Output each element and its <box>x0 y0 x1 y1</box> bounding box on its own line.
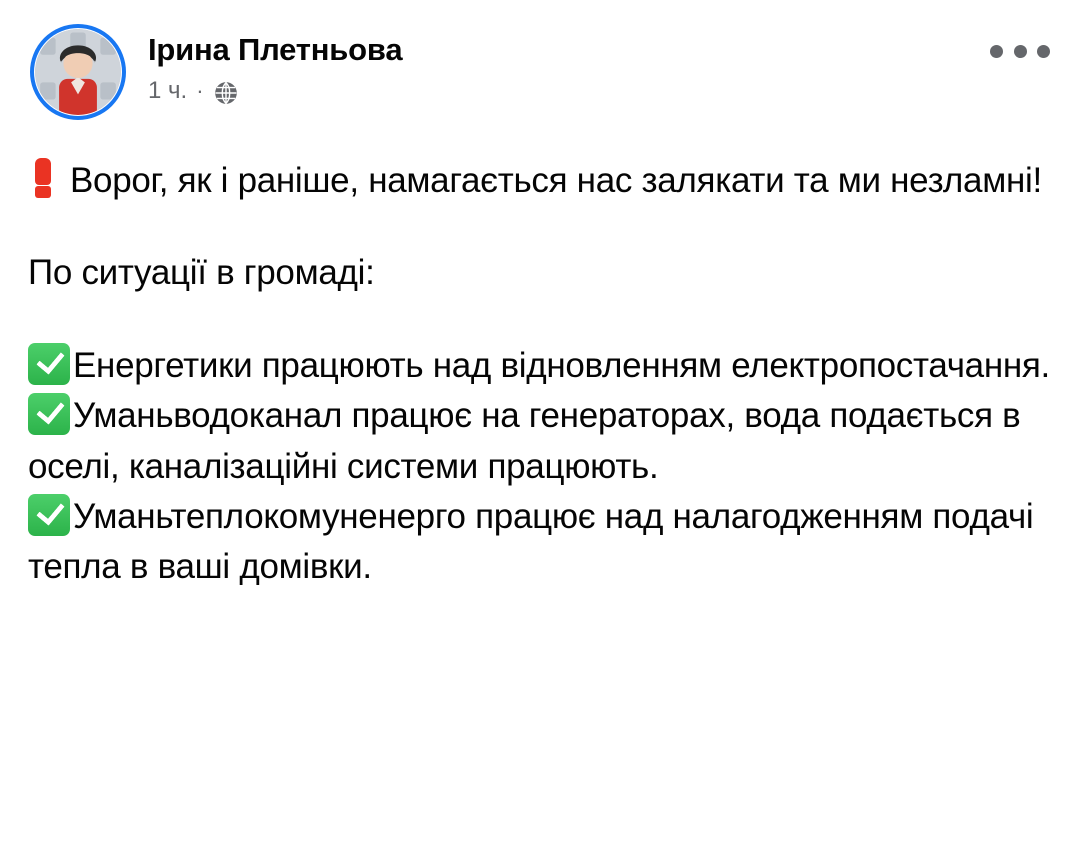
post-paragraph <box>28 391 1052 492</box>
post-paragraph-text: Уманьводоканал працює на генераторах, вода подається в оселі, каналізаційні системи працюють. <box>28 396 1021 486</box>
post-paragraph-text: Енергетики працюють над відновленням електропостачання. <box>73 345 1050 385</box>
more-options-icon[interactable] <box>990 34 1050 68</box>
check-mark-button-emoji <box>28 494 70 536</box>
post-paragraph <box>28 156 1052 206</box>
post-paragraph <box>28 492 1052 593</box>
post-meta <box>148 77 402 105</box>
post-paragraph-text: Ворог, як і раніше, намагається нас залякати та ми незламні! <box>70 161 1042 200</box>
more-dot <box>1014 45 1027 58</box>
post-paragraph <box>28 248 1052 298</box>
more-dot <box>990 45 1003 58</box>
check-mark-button-emoji <box>28 393 70 435</box>
profile-photo[interactable] <box>35 29 121 115</box>
post-paragraph <box>28 341 1052 391</box>
check-mark-button-emoji <box>28 343 70 385</box>
post-timestamp[interactable]: 1 ч. <box>148 76 188 104</box>
post-header <box>0 0 1080 120</box>
exclamation-mark-emoji <box>28 158 58 198</box>
post-paragraph-text: Уманьтеплокомуненерго працює над налагодженням подачі тепла в ваші домівки. <box>28 496 1034 587</box>
meta-separator: · <box>196 77 204 103</box>
post-header-text <box>148 24 402 105</box>
post-author-name[interactable]: Ірина Плетньова <box>148 32 403 67</box>
more-dot <box>1037 45 1050 58</box>
avatar[interactable] <box>30 24 126 120</box>
post-content <box>0 120 1080 593</box>
post-paragraph-text: По ситуації в громаді: <box>28 253 375 293</box>
globe-icon[interactable] <box>213 80 239 106</box>
